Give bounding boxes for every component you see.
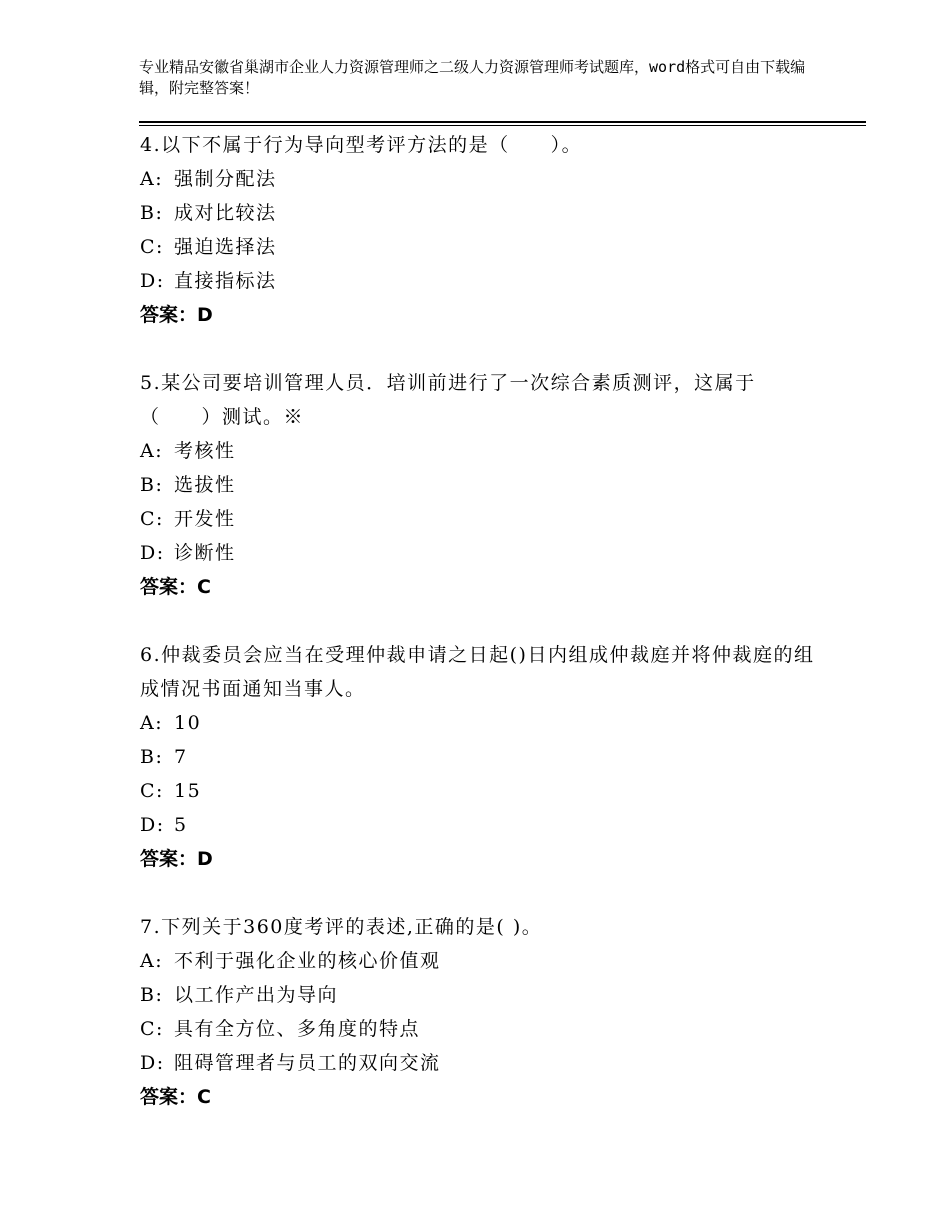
question-7 xyxy=(140,910,820,1114)
option-text: 5 xyxy=(174,814,188,836)
option-text: 开发性 xyxy=(174,508,236,530)
option-a xyxy=(140,162,820,196)
option-text: 考核性 xyxy=(174,440,236,462)
question-stem: 7.下列关于360度考评的表述,正确的是( )。 xyxy=(140,916,543,938)
option-letter: C: xyxy=(140,236,164,258)
option-text: 选拔性 xyxy=(174,474,236,496)
option-text: 强制分配法 xyxy=(174,168,277,190)
option-text: 具有全方位、多角度的特点 xyxy=(174,1018,421,1040)
option-b xyxy=(140,740,820,774)
header-divider-thin xyxy=(139,125,866,126)
option-b xyxy=(140,196,820,230)
option-d xyxy=(140,264,820,298)
option-letter: A: xyxy=(140,950,164,972)
option-d xyxy=(140,808,820,842)
option-c xyxy=(140,230,820,264)
header-divider-thick xyxy=(139,121,866,123)
option-letter: B: xyxy=(140,474,164,496)
option-text: 10 xyxy=(174,712,202,734)
option-text: 7 xyxy=(174,746,188,768)
answer-line: 答案：C xyxy=(140,1086,211,1108)
option-letter: D: xyxy=(140,542,165,564)
option-text: 以工作产出为导向 xyxy=(174,984,339,1006)
option-a xyxy=(140,434,820,468)
option-text: 成对比较法 xyxy=(174,202,277,224)
option-c xyxy=(140,774,820,808)
question-stem: 4.以下不属于行为导向型考评方法的是（ ）。 xyxy=(140,134,583,156)
question-6 xyxy=(140,638,820,876)
document-header: 专业精品安徽省巢湖市企业人力资源管理师之二级人力资源管理师考试题库，word格式可自由下载编辑，附完整答案！ xyxy=(139,58,806,97)
option-b xyxy=(140,978,820,1012)
option-a xyxy=(140,944,820,978)
option-letter: B: xyxy=(140,746,164,768)
option-c xyxy=(140,1012,820,1046)
question-stem: 6.仲裁委员会应当在受理仲裁申请之日起()日内组成仲裁庭并将仲裁庭的组成情况书面通知当事人。 xyxy=(140,644,815,700)
option-letter: A: xyxy=(140,712,164,734)
option-a xyxy=(140,706,820,740)
option-d xyxy=(140,1046,820,1080)
answer-line: 答案：D xyxy=(140,848,213,870)
option-letter: A: xyxy=(140,440,164,462)
option-letter: C: xyxy=(140,1018,164,1040)
option-letter: C: xyxy=(140,508,164,530)
option-text: 诊断性 xyxy=(174,542,236,564)
option-text: 阻碍管理者与员工的双向交流 xyxy=(174,1052,441,1074)
answer-line: 答案：C xyxy=(140,576,211,598)
question-list xyxy=(140,128,820,1148)
option-b xyxy=(140,468,820,502)
option-letter: D: xyxy=(140,270,165,292)
option-d xyxy=(140,536,820,570)
option-text: 不利于强化企业的核心价值观 xyxy=(174,950,441,972)
option-letter: B: xyxy=(140,984,164,1006)
option-letter: A: xyxy=(140,168,164,190)
option-c xyxy=(140,502,820,536)
question-stem: 5.某公司要培训管理人员．培训前进行了一次综合素质测评，这属于（ ）测试。※ xyxy=(140,372,756,428)
question-5 xyxy=(140,366,820,604)
option-letter: B: xyxy=(140,202,164,224)
option-text: 直接指标法 xyxy=(174,270,277,292)
answer-line: 答案：D xyxy=(140,304,213,326)
option-text: 强迫选择法 xyxy=(174,236,277,258)
option-letter: C: xyxy=(140,780,164,802)
option-letter: D: xyxy=(140,1052,165,1074)
option-letter: D: xyxy=(140,814,165,836)
question-4 xyxy=(140,128,820,332)
option-text: 15 xyxy=(174,780,202,802)
